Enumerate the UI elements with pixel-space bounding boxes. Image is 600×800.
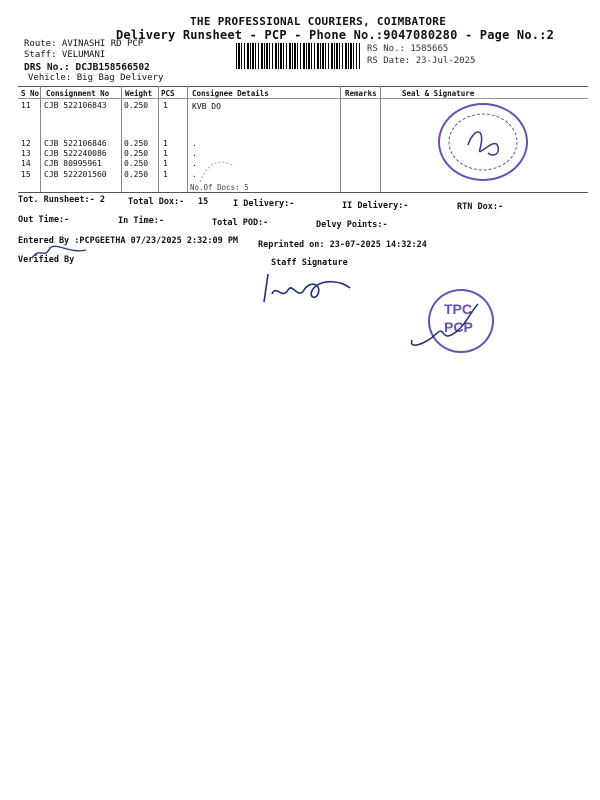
col-divider — [40, 86, 41, 192]
tot-runsheet: Tot. Runsheet:- 2 — [18, 195, 105, 205]
col-header-remarks: Remarks — [345, 89, 377, 98]
col-divider — [121, 86, 122, 192]
verified-by: Verified By — [18, 255, 75, 265]
row-consignment: CJB 522201560 — [44, 170, 107, 179]
i-delivery: I Delivery:- — [233, 199, 295, 209]
row-sno: 14 — [21, 159, 31, 168]
row-weight: 0.250 — [124, 159, 149, 168]
staff-signature-icon — [258, 266, 358, 310]
row-pcs: 1 — [163, 149, 168, 158]
company-name: THE PROFESSIONAL COURIERS, COIMBATORE — [190, 15, 447, 28]
row-consignment: CJB 80995961 — [44, 159, 102, 168]
entered-by: Entered By :PCPGEETHA 07/23/2025 2:32:09 PM — [18, 236, 239, 246]
out-time: Out Time:- — [18, 215, 70, 225]
delvy-points: Delvy Points:- — [316, 220, 388, 230]
row-consignment: CJB 522106843 — [44, 101, 107, 110]
row-sno: 13 — [21, 149, 31, 158]
row-weight: 0.250 — [124, 149, 149, 158]
staff-signature-label: Staff Signature — [271, 258, 348, 268]
row-consignee: . — [192, 149, 197, 158]
row-weight: 0.250 — [124, 101, 149, 110]
row-consignee: KVB DO — [192, 102, 221, 111]
col-header-consignment: Consignment No — [46, 89, 110, 98]
no-of-docs: No.Of Docs: 5 — [190, 183, 249, 192]
table-header-rule — [18, 98, 588, 99]
row-weight: 0.250 — [124, 170, 149, 179]
stamp-bottom-text: PCP — [444, 319, 473, 335]
total-dox-label: Total Dox:- — [128, 197, 185, 207]
in-time: In Time:- — [118, 216, 165, 226]
row-weight: 0.250 — [124, 139, 149, 148]
col-header-weight: Weight — [125, 89, 153, 98]
runsheet-title: Delivery Runsheet - PCP - Phone No.:9047080280 - Page No.:2 — [116, 28, 555, 42]
col-divider — [340, 86, 341, 192]
row-pcs: 1 — [163, 170, 168, 179]
col-header-sno: S No — [21, 89, 40, 98]
row-pcs: 1 — [163, 159, 168, 168]
stamp-signature-icon — [406, 300, 482, 352]
total-dox-value: 15 — [198, 197, 209, 207]
row-sno: 12 — [21, 139, 31, 148]
col-header-consignee: Consignee Details — [192, 89, 269, 98]
row-consignee: . — [192, 159, 197, 168]
rs-date: RS Date: 23-Jul-2025 — [367, 56, 476, 66]
row-pcs: 1 — [163, 101, 168, 110]
total-pod: Total POD:- — [212, 218, 269, 228]
company-seal-stamp — [438, 103, 528, 181]
row-consignee: . — [192, 170, 197, 179]
scribble-mark-icon — [196, 152, 240, 190]
col-header-pcs: PCS — [161, 89, 175, 98]
row-consignee: . — [192, 139, 197, 148]
table-bottom-rule — [18, 192, 588, 193]
rs-number: RS No.: 1585665 — [367, 44, 449, 54]
row-pcs: 1 — [163, 139, 168, 148]
row-sno: 15 — [21, 170, 31, 179]
row-consignment: CJB 522106846 — [44, 139, 107, 148]
drs-number: DRS No.: DCJB158566502 — [24, 62, 150, 73]
table-top-rule — [18, 86, 588, 87]
barcode — [236, 43, 360, 69]
col-divider — [158, 86, 159, 192]
col-header-seal: Seal & Signature — [402, 89, 475, 98]
verifier-signature-icon — [30, 240, 90, 266]
row-sno: 11 — [21, 101, 31, 110]
col-divider — [187, 86, 188, 192]
rtn-dox: RTN Dox:- — [457, 202, 504, 212]
route-label: Route: AVINASHI RD PCP — [24, 39, 144, 49]
vehicle-label: Vehicle: Big Bag Delivery — [28, 73, 164, 83]
staff-label: Staff: VELUMANI — [24, 50, 106, 60]
row-consignment: CJB 522240086 — [44, 149, 107, 158]
col-divider — [380, 86, 381, 192]
reprinted-on: Reprinted on: 23-07-2025 14:32:24 — [258, 240, 427, 250]
stamp-top-text: TPC — [444, 301, 472, 317]
ii-delivery: II Delivery:- — [342, 201, 409, 211]
seal-ring-icon — [440, 105, 526, 179]
